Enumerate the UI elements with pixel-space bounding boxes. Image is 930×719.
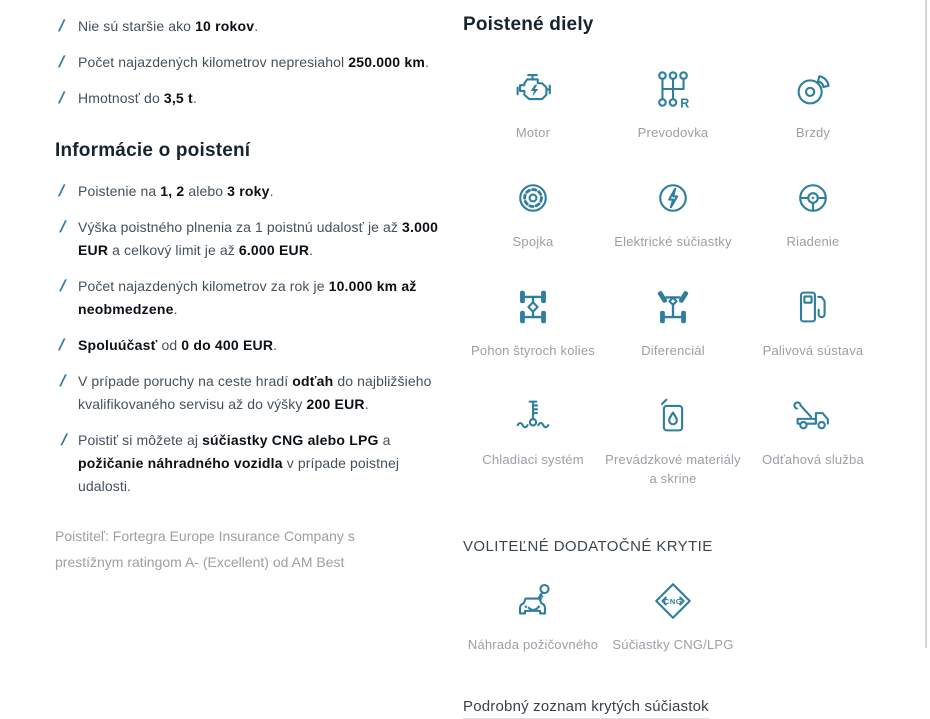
part-rental-car-key	[463, 575, 603, 654]
insurance-info-item	[55, 429, 457, 498]
part-label: Pohon štyroch kolies	[471, 343, 595, 358]
part-label: Spojka	[512, 234, 554, 249]
tow-truck-icon	[790, 390, 836, 442]
engine-icon	[510, 63, 556, 115]
part-tow-truck	[743, 390, 883, 488]
oil-canister-icon	[650, 390, 696, 442]
part-label: Motor	[515, 125, 551, 140]
svg-text:CNG: CNG	[663, 596, 683, 606]
bullet-text: Poistenie na 1, 2 alebo 3 roky.	[78, 183, 274, 199]
covered-parts-grid	[463, 63, 891, 518]
cooling-system-icon	[510, 390, 556, 442]
part-differential	[603, 281, 743, 360]
rental-car-key-icon	[510, 575, 556, 627]
insurance-info-item	[55, 180, 457, 203]
part-four-wheel-drive	[463, 281, 603, 360]
insurance-info-item	[55, 275, 457, 321]
gearshift-icon	[650, 63, 696, 115]
part-brake-disc	[743, 63, 883, 142]
part-label: Diferenciál	[641, 343, 705, 358]
part-fuel-system	[743, 281, 883, 360]
svg-text:R: R	[680, 96, 690, 111]
bullet-text: Spoluúčasť od 0 do 400 EUR.	[78, 337, 278, 353]
vehicle-condition-item	[55, 51, 457, 74]
part-cng-diamond	[603, 575, 743, 654]
part-label: Chladiaci systém	[482, 452, 584, 467]
vehicle-condition-item	[55, 87, 457, 110]
part-clutch	[463, 172, 603, 251]
insurance-info-item	[55, 334, 457, 357]
bullet-text: Hmotnosť do 3,5 t.	[78, 90, 197, 106]
part-label: Palivová sústava	[762, 343, 864, 358]
bullet-text: Počet najazdených kilometrov za rok je 10.000 km až neobmedzene.	[78, 278, 417, 317]
bullet-text: Poistiť si môžete aj súčiastky CNG alebo LPG a požičanie náhradného vozidla v prípade poistnej udalosti.	[78, 432, 400, 494]
part-label: Súčiastky CNG/LPG	[612, 637, 734, 652]
slash-bullet-icon: /	[60, 432, 67, 449]
slash-bullet-icon: /	[59, 278, 66, 295]
bullet-text: Počet najazdených kilometrov nepresiahol 250.000 km.	[78, 54, 429, 70]
vehicle-conditions-list	[55, 15, 457, 110]
brake-disc-icon	[790, 63, 836, 115]
slash-bullet-icon: /	[59, 373, 66, 390]
slash-bullet-icon: /	[58, 90, 65, 107]
electric-parts-icon	[650, 172, 696, 224]
part-label: Náhrada požičovného	[467, 637, 599, 652]
covered-parts-title: Poistené diely	[463, 14, 594, 35]
part-gearshift	[603, 63, 743, 142]
insurance-info-list	[55, 180, 457, 498]
info-section-heading: Informácie o poistení	[55, 140, 251, 161]
vehicle-condition-item	[55, 15, 457, 38]
slash-bullet-icon: /	[58, 337, 65, 354]
bullet-text: Nie sú staršie ako 10 rokov.	[78, 18, 259, 34]
bullet-text: V prípade poruchy na ceste hradí odťah do najbližšieho kvalifikovaného servisu až do výšky 200 EUR.	[78, 373, 432, 412]
insurance-info-item	[55, 370, 457, 416]
slash-bullet-icon: /	[59, 219, 66, 236]
slash-bullet-icon: /	[58, 183, 65, 200]
slash-bullet-icon: /	[58, 18, 65, 35]
part-electric-parts	[603, 172, 743, 251]
part-label: Riadenie	[786, 234, 840, 249]
bullet-text: Výška poistného plnenia za 1 poistnú udalosť je až 3.000 EUR a celkový limit je až 6.000 EUR.	[78, 219, 439, 258]
part-label: Prevodovka	[637, 125, 709, 140]
slash-bullet-icon: /	[58, 54, 65, 71]
four-wheel-drive-icon	[510, 281, 556, 333]
part-label: Brzdy	[795, 125, 831, 140]
part-oil-canister	[603, 390, 743, 488]
insurance-info-item	[55, 216, 457, 262]
part-engine	[463, 63, 603, 142]
part-label: Odťahová služba	[762, 452, 864, 467]
optional-parts-grid	[463, 575, 891, 684]
part-label: Prevádzkové materiály a skrine	[605, 452, 741, 486]
part-cooling-system	[463, 390, 603, 488]
insurer-footnote: Poistiteľ: Fortegra Europe Insurance Company s prestížnym ratingom A- (Excellent) od AM Best	[55, 528, 355, 570]
differential-icon	[650, 281, 696, 333]
fuel-system-icon	[790, 281, 836, 333]
part-steering-wheel	[743, 172, 883, 251]
cng-diamond-icon	[650, 575, 696, 627]
part-label: Elektrické súčiastky	[614, 234, 732, 249]
optional-coverage-heading: VOLITEĽNÉ DODATOČNÉ KRYTIE	[463, 538, 713, 555]
covered-parts-column	[463, 0, 891, 719]
clutch-icon	[510, 172, 556, 224]
covered-parts-details-link[interactable]: Podrobný zoznam krytých súčiastok	[463, 698, 709, 719]
insurance-info-column	[55, 0, 457, 719]
steering-wheel-icon	[790, 172, 836, 224]
page-right-border	[925, 0, 927, 648]
